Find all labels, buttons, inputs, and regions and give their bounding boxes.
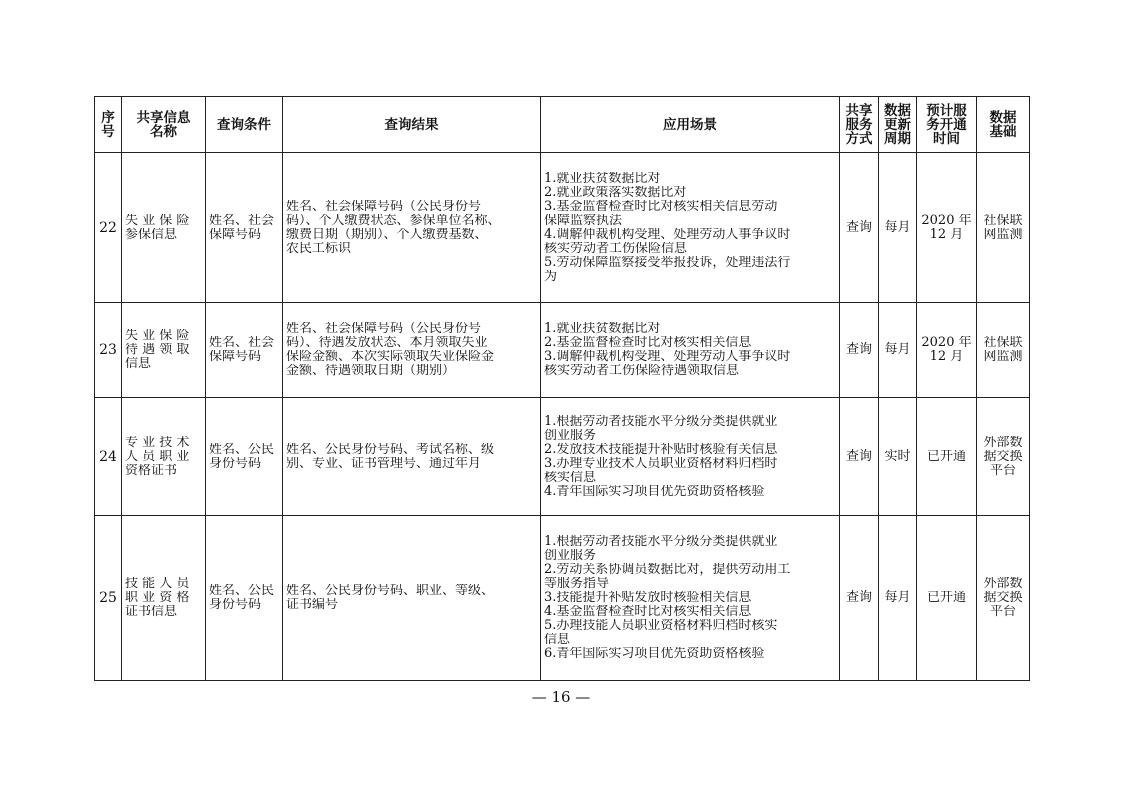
cell-line: 金额、待遇领取日期（期别） <box>286 364 456 378</box>
row-open-time <box>917 398 977 516</box>
row-result <box>283 303 541 398</box>
row-condition <box>206 153 283 303</box>
header-no <box>95 97 122 153</box>
cell-line: 平台 <box>989 463 1016 478</box>
cell-line: 姓名、公民身份号码、职业、等级、 <box>286 584 495 598</box>
data-sharing-table <box>94 96 1030 681</box>
table-row <box>95 398 1030 516</box>
row-name <box>122 153 206 303</box>
cell-line: 姓名、公民 <box>209 584 275 598</box>
cell-line: 2.就业政策落实数据比对 <box>544 185 687 200</box>
cell-line: 已开通 <box>926 591 966 605</box>
row-cycle: 每月 <box>879 516 917 681</box>
cell-line: 1.就业扶贫数据比对 <box>544 171 661 186</box>
row-scenario <box>541 303 840 398</box>
row-scenario <box>541 516 840 681</box>
cell-line: 码）、个人缴费状态、参保单位名称、 <box>286 213 501 228</box>
row-basis <box>977 153 1030 303</box>
cell-line: 农民工标识 <box>286 241 352 256</box>
cell-line: 2.劳动关系协调员数据比对，提供劳动用工 <box>544 563 791 577</box>
cell-line: 姓名、社会保障号码（公民身份号 <box>286 322 482 336</box>
cell-line: 保障监察执法 <box>544 213 623 228</box>
cell-line: 资格证书 <box>125 463 178 478</box>
cell-line: 6.青年国际实习项目优先资助资格核验 <box>544 647 765 661</box>
cell-line: 等服务指导 <box>544 577 610 591</box>
cell-line: 5.劳动保障监察接受举报投诉，处理违法行 <box>544 255 791 270</box>
header-row <box>95 97 1030 153</box>
cell-line: 更新 <box>884 116 911 133</box>
cell-line: 核实信息 <box>544 470 597 485</box>
cell-line: 为 <box>544 269 558 284</box>
cell-line: 姓名、公民 <box>209 442 275 457</box>
row-name <box>122 516 206 681</box>
cell-line: 查询结果 <box>384 116 439 133</box>
cell-line: 2.基金监督检查时比对核实相关信息 <box>544 336 752 350</box>
cell-line: 姓名、公民身份号码、考试名称、级 <box>286 442 495 457</box>
cell-line: 1.根据劳动者技能水平分级分类提供就业 <box>544 414 778 429</box>
cell-line: 信息 <box>544 633 571 647</box>
cell-line: 4.基金监督检查时比对核实相关信息 <box>544 605 752 619</box>
row-condition <box>206 398 283 516</box>
header-name <box>122 97 206 153</box>
cell-line: 周期 <box>884 130 911 147</box>
row-method: 查询 <box>840 153 879 303</box>
table-row <box>95 303 1030 398</box>
cell-line: 3.调解仲裁机构受理、处理劳动人事争议时 <box>544 350 791 364</box>
cell-line: 4.青年国际实习项目优先资助资格核验 <box>544 484 765 499</box>
row-cycle: 每月 <box>879 303 917 398</box>
cell-line: 数据 <box>884 102 911 119</box>
cell-line: 1.根据劳动者技能水平分级分类提供就业 <box>544 535 778 549</box>
row-scenario <box>541 153 840 303</box>
cell-line: 姓名、社会 <box>209 213 275 228</box>
cell-line: 预计服 <box>926 102 967 119</box>
cell-line: 网监测 <box>983 350 1023 364</box>
cell-line: 人 员 职 业 <box>125 449 190 464</box>
row-no: 25 <box>95 516 122 681</box>
cell-line: 姓名、社会 <box>209 336 275 350</box>
header-condition <box>206 97 283 153</box>
cell-line: 外部数 <box>983 435 1023 450</box>
cell-line: 名称 <box>150 123 177 140</box>
cell-line: 2020 年 <box>921 213 972 228</box>
cell-line: 已开通 <box>926 449 966 464</box>
cell-line: 2.发放技术技能提升补贴时核验有关信息 <box>544 442 778 457</box>
cell-line: 查询条件 <box>217 116 271 133</box>
cell-line: 据交换 <box>983 449 1023 464</box>
row-no: 24 <box>95 398 122 516</box>
row-name <box>122 398 206 516</box>
cell-line: 服务 <box>845 116 873 133</box>
cell-line: 12 月 <box>929 350 964 364</box>
cell-line: 据交换 <box>983 591 1023 605</box>
cell-line: 1.就业扶贫数据比对 <box>544 322 661 336</box>
cell-line: 3.技能提升补贴发放时核验相关信息 <box>544 591 752 605</box>
cell-line: 失 业 保 险 <box>125 213 190 228</box>
row-method: 查询 <box>840 516 879 681</box>
cell-line: 姓名、社会保障号码（公民身份号 <box>286 199 482 214</box>
cell-line: 共享信息 <box>136 109 191 126</box>
cell-line: 时间 <box>933 130 960 147</box>
cell-line: 缴费日期（期别）、个人缴费基数、 <box>286 227 488 242</box>
cell-line: 社保联 <box>983 336 1023 350</box>
cell-line: 共享 <box>845 102 873 119</box>
row-cycle: 实时 <box>879 398 917 516</box>
cell-line: 方式 <box>845 130 873 147</box>
cell-line: 保险金额、本次实际领取失业保险金 <box>286 350 495 364</box>
cell-line: 核实劳动者工伤保险信息 <box>544 241 688 256</box>
cell-line: 5.办理技能人员职业资格材料归档时核实 <box>544 619 778 633</box>
cell-line: 待 遇 领 取 <box>125 343 190 357</box>
cell-line: 别、专业、证书管理号、通过年月 <box>286 456 482 471</box>
table-row <box>95 153 1030 303</box>
row-result <box>283 398 541 516</box>
row-open-time <box>917 303 977 398</box>
cell-line: 证书编号 <box>286 598 339 612</box>
cell-line: 序 <box>101 109 115 126</box>
table-row <box>95 516 1030 681</box>
row-result <box>283 153 541 303</box>
row-open-time <box>917 153 977 303</box>
header-open-time <box>917 97 977 153</box>
cell-line: 基础 <box>989 123 1017 140</box>
row-scenario <box>541 398 840 516</box>
cell-line: 创业服务 <box>544 428 597 443</box>
row-name <box>122 303 206 398</box>
header-scenario <box>541 97 840 153</box>
cell-line: 应用场景 <box>663 116 717 133</box>
cell-line: 2020 年 <box>921 336 972 350</box>
cell-line: 失 业 保 险 <box>125 329 190 343</box>
cell-line: 核实劳动者工伤保险待遇领取信息 <box>544 364 740 378</box>
row-result <box>283 516 541 681</box>
cell-line: 社保联 <box>983 213 1023 228</box>
cell-line: 数据 <box>989 109 1017 126</box>
cell-line: 保障号码 <box>209 227 262 242</box>
header-cycle <box>879 97 917 153</box>
row-no: 23 <box>95 303 122 398</box>
row-method: 查询 <box>840 398 879 516</box>
cell-line: 职 业 资 格 <box>125 591 190 605</box>
page-number: — 16 — <box>531 688 591 706</box>
row-basis <box>977 303 1030 398</box>
cell-line: 务开通 <box>926 116 967 133</box>
row-cycle: 每月 <box>879 153 917 303</box>
cell-line: 外部数 <box>983 577 1023 591</box>
cell-line: 证书信息 <box>125 605 178 619</box>
cell-line: 身份号码 <box>209 598 262 612</box>
cell-line: 平台 <box>989 605 1016 619</box>
cell-line: 号 <box>101 123 115 140</box>
row-basis <box>977 516 1030 681</box>
cell-line: 3.基金监督检查时比对核实相关信息劳动 <box>544 199 778 214</box>
cell-line: 技 能 人 员 <box>125 577 190 591</box>
cell-line: 12 月 <box>929 227 964 242</box>
cell-line: 参保信息 <box>125 227 178 242</box>
cell-line: 4.调解仲裁机构受理、处理劳动人事争议时 <box>544 227 791 242</box>
row-basis <box>977 398 1030 516</box>
row-open-time <box>917 516 977 681</box>
cell-line: 码）、待遇发放状态、本月领取失业 <box>286 336 488 350</box>
cell-line: 保障号码 <box>209 350 262 364</box>
cell-line: 创业服务 <box>544 549 597 563</box>
row-no: 22 <box>95 153 122 303</box>
cell-line: 专 业 技 术 <box>125 435 190 450</box>
row-condition <box>206 303 283 398</box>
cell-line: 网监测 <box>983 227 1023 242</box>
header-basis <box>977 97 1030 153</box>
row-method: 查询 <box>840 303 879 398</box>
cell-line: 身份号码 <box>209 456 262 471</box>
header-method <box>840 97 879 153</box>
row-condition <box>206 516 283 681</box>
header-result <box>283 97 541 153</box>
cell-line: 信息 <box>125 357 152 371</box>
cell-line: 3.办理专业技术人员职业资格材料归档时 <box>544 456 778 471</box>
